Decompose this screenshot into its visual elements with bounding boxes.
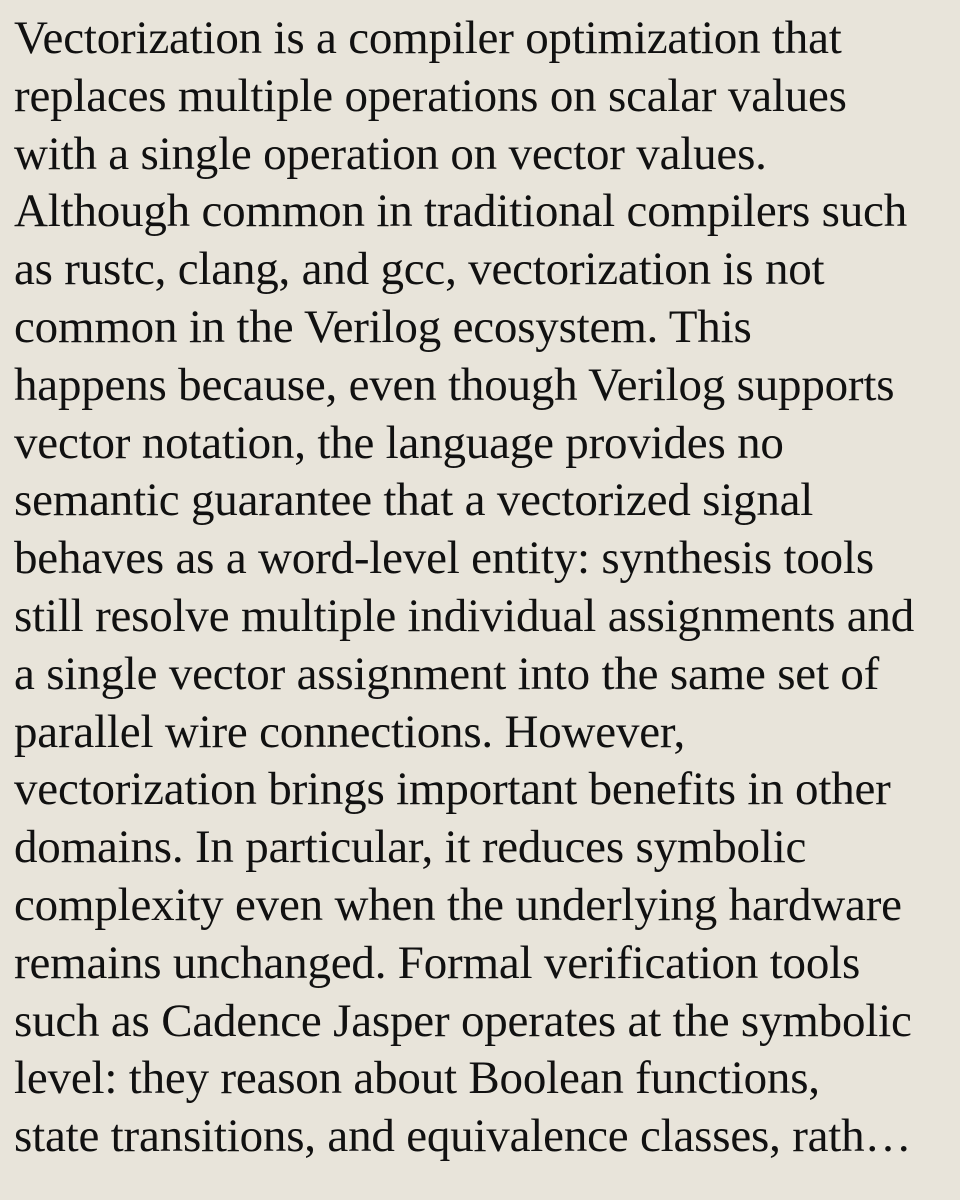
text-line: with a single operation on vector values. — [14, 127, 767, 180]
text-line: as rustc, clang, and gcc, vectorization is not — [14, 243, 825, 296]
text-line: a single vector assignment into the same set of — [14, 647, 880, 700]
text-line: Vectorization is a compiler optimization that — [14, 12, 842, 64]
text-line: level: they reason about Boolean functions, — [14, 1052, 820, 1105]
body-paragraph — [14, 10, 948, 1166]
text-line: remains unchanged. Formal verification tools — [14, 936, 861, 989]
text-line: vector notation, the language provides no — [14, 416, 784, 469]
text-line: happens because, even though Verilog supports — [14, 358, 895, 411]
text-line: state transitions, and equivalence classes, rath… — [14, 1110, 912, 1163]
text-line: such as Cadence Jasper operates at the symbolic — [14, 994, 912, 1047]
text-line: common in the Verilog ecosystem. This — [14, 300, 752, 353]
text-line: replaces multiple operations on scalar values — [14, 69, 847, 122]
text-line: Although common in traditional compilers such — [14, 185, 907, 238]
text-line: still resolve multiple individual assignments and — [14, 589, 915, 642]
text-line: complexity even when the underlying hardware — [14, 878, 902, 931]
text-line: parallel wire connections. However, — [14, 705, 686, 758]
text-line: semantic guarantee that a vectorized signal — [14, 474, 814, 527]
text-line: vectorization brings important benefits in other — [14, 763, 891, 816]
text-line: behaves as a word-level entity: synthesis tools — [14, 532, 874, 585]
text-line: domains. In particular, it reduces symbolic — [14, 821, 807, 874]
